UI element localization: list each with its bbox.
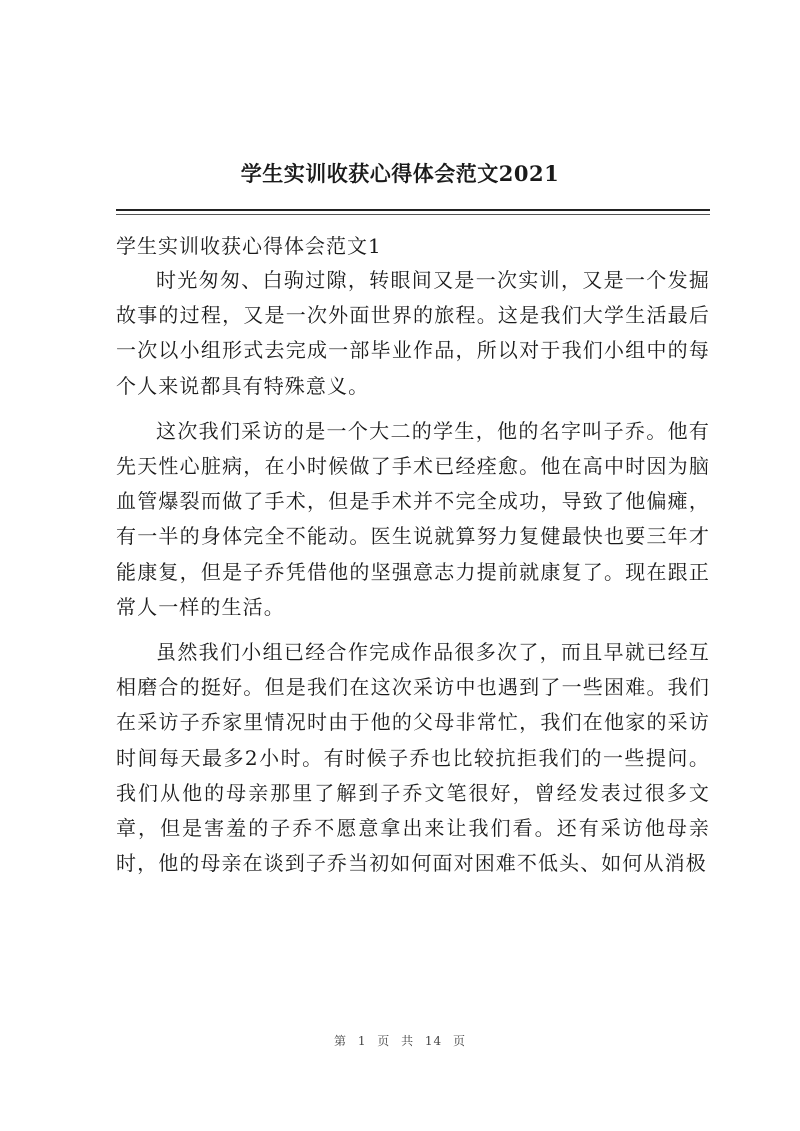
- document-title: 学生实训收获心得体会范文2021: [240, 161, 560, 186]
- title-divider-thick: [116, 209, 710, 211]
- page-footer: 第 1 页 共 14 页: [334, 1034, 466, 1048]
- paragraph-1: 时光匆匆、白驹过隙，转眼间又是一次实训，又是一个发掘故事的过程，又是一次外面世界的旅程。这是我们大学生活最后一次以小组形式去完成一部毕业作品，所以对于我们小组中的每个人来说都具有特殊意义。: [116, 268, 710, 398]
- document-body: [116, 229, 710, 891]
- paragraph-2: 这次我们采访的是一个大二的学生，他的名字叫子乔。他有先天性心脏病，在小时候做了手术已经痊愈。他在高中时因为脑血管爆裂而做了手术，但是手术并不完全成功，导致了他偏瘫，有一半的身体完全不能动。医生说就算努力复健最快也要三年才能康复，但是子乔凭借他的坚强意志力提前就康复了。现在跟正常人一样的生活。: [116, 418, 710, 619]
- paragraph-3: 虽然我们小组已经合作完成作品很多次了，而且早就已经互相磨合的挺好。但是我们在这次采访中也遇到了一些困难。我们在采访子乔家里情况时由于他的父母非常忙，我们在他家的采访时间每天最多2小时。有时候子乔也比较抗拒我们的一些提问。我们从他的母亲那里了解到子乔文笔很好，曾经发表过很多文章，但是害羞的子乔不愿意拿出来让我们看。还有采访他母亲时，他的母亲在谈到子乔当初如何面对困难不低头、如何从消极: [116, 640, 710, 876]
- section-subtitle: 学生实训收获心得体会范文1: [116, 234, 382, 258]
- title-divider-thin: [116, 214, 710, 215]
